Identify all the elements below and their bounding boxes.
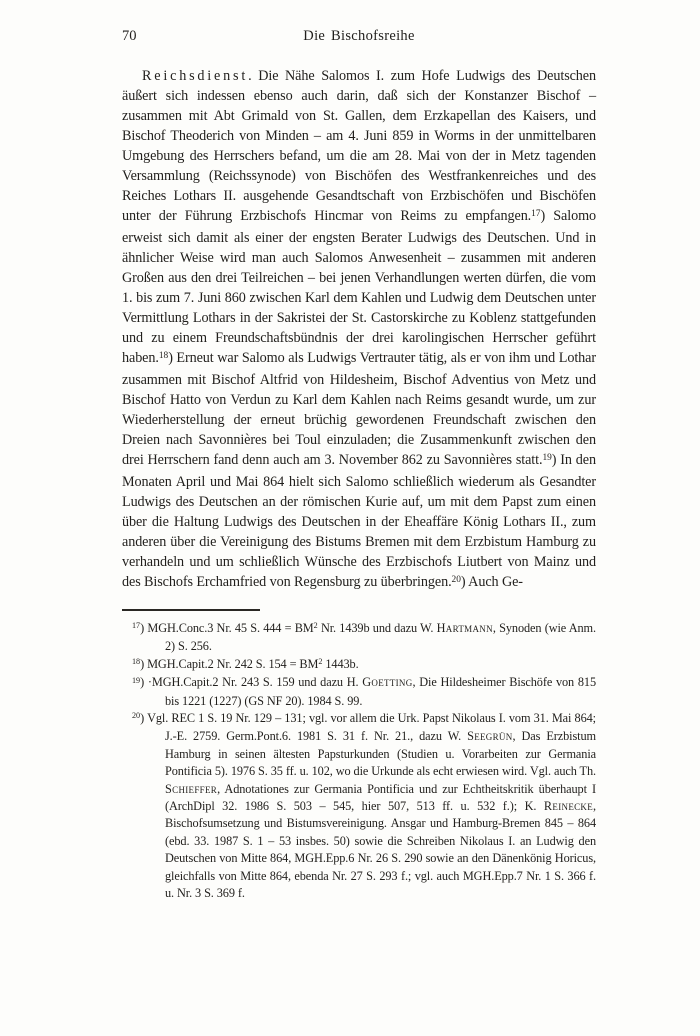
author-smallcaps: Hartmann <box>436 621 493 635</box>
page-number: 70 <box>122 28 137 44</box>
footnotes-section <box>122 620 596 903</box>
footnote-marker-number: 18 <box>132 657 141 667</box>
author-smallcaps: Reinecke <box>543 799 594 814</box>
footnote-marker-number: 20 <box>132 711 141 721</box>
footnote-reference: 2 <box>318 657 323 667</box>
footnote-marker: $^{18}$) <box>132 656 148 671</box>
text-run: Vgl. REC 1 S. 19 Nr. 129 – 131; vgl. vor allem die Urk. Papst Nikolaus I. vom 31. Mai 864; J.-E. 2759. Germ.Pont.6. 1981 S. 31 f. Nr. 21., dazu W. <box>147 711 596 744</box>
footnote-17 <box>122 620 596 656</box>
author-smallcaps: Schieffer <box>165 781 218 796</box>
footnote-marker-number: 17 <box>132 621 141 631</box>
text-run: 1443b. <box>322 656 359 671</box>
footnote-separator-rule <box>122 609 260 611</box>
text-run: , Das Erzbistum Hamburg in seinen ältesten Papsturkunden (Studien u. Vorarbeiten zur Germania Pontificia 5). 1976 S. 35 ff. u. 102, wo die Urkunde als echt erwiesen wird. Vgl. auch Th. <box>165 729 596 779</box>
text-run: , Synoden (wie Anm. 2) S. 256. <box>165 621 596 654</box>
text-run: ) Erneut war Salomo als Ludwigs Vertrauter tätig, als er von ihm und Lothar zusammen mit Bischof Altfrid von Hildesheim, Bischof Adventius von Metz und Bischof Hatto von Verdun zu Karl dem Kahlen nach Reims gesandt wurde, um zur Wiederherstellung der erneut brüchig gewordenen Freundschaft zwischen den Dreien nach Savonnières bei Toul einzuladen; die Zusammenkunft zwischen den drei Herrschern fand denn auch am 3. November 862 zu Savonnières statt. <box>122 350 596 468</box>
spaced-keyword: Reichsdienst <box>142 68 249 84</box>
author-smallcaps: Goetting <box>362 675 413 690</box>
footnote-reference: 2 <box>313 621 318 631</box>
author-smallcaps: Seegrün <box>467 729 513 744</box>
text-run: ) Salomo erweist sich damit als einer der engsten Berater Ludwigs des Deutschen. Und in ähnlicher Weise wird man auch Salomos Anwesenheit – zusammen mit anderen Großen aus den drei Teilreichen – bei jenen Verhandlungen werten dürfen, die vom 1. bis zum 7. Juni 860 zwischen Karl dem Kahlen und Ludwig dem Deutschen unter Vermittlung Lothars in der Sakristei der St. Castorskirche zu Koblenz stattgefunden und zu einem Freundschaftsbündnis der drei karolingischen Herrscher geführt haben. <box>122 208 596 366</box>
footnote-marker: $^{19}$) <box>132 675 148 690</box>
running-head-title: Die Bischofsreihe <box>303 28 415 44</box>
text-run: ) Auch Ge- <box>460 574 523 590</box>
text-run: . Die Nähe Salomos I. zum Hofe Ludwigs des Deutschen äußert sich indessen ebenso auch darin, daß sich der Konstanzer Bischof – zusammen mit Abt Grimald von St. Gallen, dem Erzkapellan des Kaisers, und Bischof Theoderich von Minden – am 4. Juni 859 in Worms in der unmittelbaren Umgebung des Herrschers befand, um die am 28. Mai von der in Metz tagenden Versammlung (Reichssynode) von Bischöfen des Westfrankenreiches und des Reiches Lothars II. ausgehende Gesandtschaft von Erzbischöfen und Bischöfen unter der Führung Erzbischofs Hincmar von Reims zu empfangen. <box>122 68 596 224</box>
footnote-19 <box>122 674 596 710</box>
text-run: ·MGH.Capit.2 Nr. 243 S. 159 und dazu H. <box>147 675 363 690</box>
footnote-marker: $^{17}$) <box>132 621 148 635</box>
footnote-marker-number: 19 <box>132 675 141 685</box>
footnote-marker: $^{20}$) <box>132 711 148 726</box>
footnote-reference: 18 <box>158 350 169 361</box>
text-run: Nr. 1439b und dazu W. <box>317 621 437 635</box>
body-paragraph <box>122 66 596 594</box>
text-run: , Adnotationes zur Germania Pontificia und zur Echtheitskritik überhaupt I (ArchDipl 32. 1986 S. 503 – 545, hier 507, 513 ff. u. 532 f.); K. <box>165 781 596 814</box>
text-run: ) In den Monaten April und Mai 864 hielt sich Salomo schließlich wiederum als Gesandter Ludwigs des Deutschen an der römischen Kurie auf, um mit dem Papst zum einen über die Haltung Ludwigs des Deutschen in der Eheaffäre König Lothars II., zum anderen über die Vereinigung des Bistums Bremen mit dem Erzbistum Hamburg zu verhandeln und um schließlich Wünsche des Erzbischofs Liutbert von Mainz und des Bischofs Erchamfried von Regensburg zu überbringen. <box>122 452 596 590</box>
page-header <box>122 27 596 46</box>
text-run: , Bischofsumsetzung und Bistumsvereinigung. Ansgar und Hamburg-Bremen 845 – 864 (ebd. 33. 1987 S. 1 – 53 insbes. 50) sowie die Schreiben Nikolaus I. an Ludwig den Deutschen von Mitte 864, MGH.Epp.6 Nr. 26 S. 290 sowie an den Dänenkönig Horicus, gleichfalls von Mitte 864, ebenda Nr. 27 S. 293 f.; vgl. auch MGH.Epp.7 Nr. 1 S. 366 f. u. Nr. 3 S. 369 f. <box>165 799 596 901</box>
text-run: MGH.Conc.3 Nr. 45 S. 444 = BM <box>147 621 314 635</box>
text-run: MGH.Capit.2 Nr. 242 S. 154 = BM <box>147 656 319 671</box>
footnote-reference: 17 <box>531 208 541 219</box>
footnote-20 <box>122 710 596 902</box>
footnote-reference: 19 <box>542 452 552 463</box>
footnote-18 <box>122 656 596 674</box>
text-run: , Die Hildesheimer Bischöfe von 815 bis 1221 (1227) (GS NF 20). 1984 S. 99. <box>165 675 596 708</box>
footnote-reference: 20 <box>451 574 461 585</box>
